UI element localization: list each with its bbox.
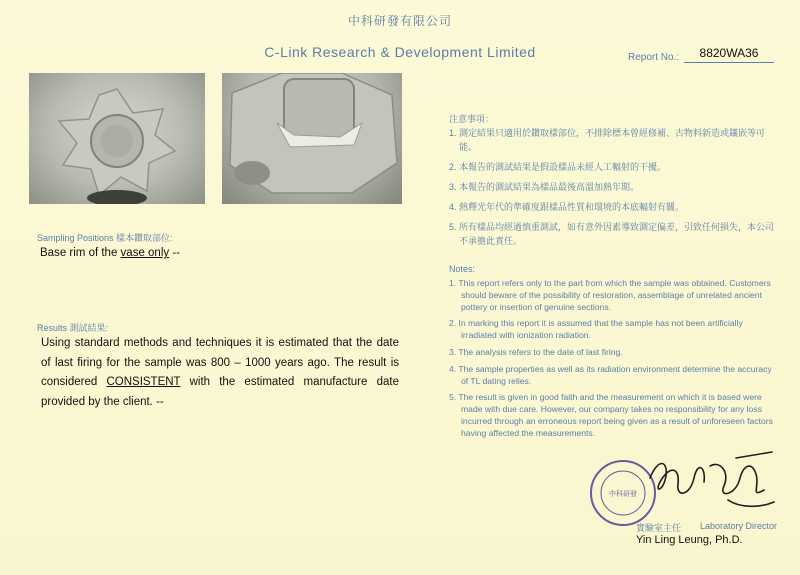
notes-zh-item: 4. 熱釋光年代的準確度跟樣品性質和環境的本底輻射有關。 <box>449 202 685 212</box>
report-number-label: Report No.: <box>628 52 680 63</box>
svg-text:中科研發: 中科研發 <box>609 490 637 498</box>
company-name-en: C-Link Research & Development Limited <box>264 44 536 60</box>
director-title-zh: 實驗室主任 <box>636 523 682 533</box>
notes-en-item: 1. This report refers only to the part from which the sample was obtained. Customers should beware of the possibility of restoration, assemblage of unrelated ancient pottery or insertion of genuine sections. <box>449 278 771 312</box>
notes-zh-list <box>449 126 779 254</box>
notes-zh-item: 5. 所有樣品均經過慎重測試，如有意外因素導致測定偏差，引致任何損失，本公司不承擔此責任。 <box>449 222 775 246</box>
notes-zh-title: 注意事項： <box>449 114 495 124</box>
company-name-zh: 中科研發有限公司 <box>347 14 452 28</box>
report-number: 8820WA36 <box>684 46 774 63</box>
notes-zh-item: 2. 本報告的測試結果是假設樣品未經人工輻射的干擾。 <box>449 162 667 172</box>
notes-en-item: 3. The analysis refers to the date of last firing. <box>449 346 623 357</box>
director-title-en: Laboratory Director <box>700 521 778 531</box>
notes-en-item: 4. The sample properties as well as its radiation environment determine the accuracy of TL dating relies. <box>449 363 772 386</box>
sample-photo-rim-closeup <box>222 73 402 204</box>
notes-en-item: 2. In marking this report it is assumed that the sample has not been artificially irradiated with ionization radiation. <box>449 318 743 341</box>
sampling-value: Base rim of the vase only -- <box>40 247 180 259</box>
notes-zh-item: 3. 本報告的測試結果為樣品最後高溫加熱年期。 <box>449 182 640 192</box>
sampling-value-underlined: vase only <box>120 247 170 259</box>
sample-photo-base-top <box>29 73 205 204</box>
notes-en-title: Notes: <box>449 264 476 274</box>
director-name: Yin Ling Leung, Ph.D. <box>636 534 743 546</box>
results-text: Using standard methods and techniques it is estimated that the date of last firing for the sample was 800 – 1000 years ago. The result is considered CONSISTENT with the estimated manufacture date provided by the client. -- <box>41 337 399 408</box>
notes-zh-item: 1. 測定結果只適用於鑽取樣部位，不排除標本曾經修補、古物料新造或鑲嵌等可能。 <box>449 128 766 152</box>
notes-en-list <box>449 278 774 445</box>
results-emphasis: CONSISTENT <box>106 376 181 389</box>
sampling-label: Sampling Positions 樣本鑽取部位: <box>37 233 173 243</box>
results-label: Results 測試結果: <box>37 323 109 333</box>
director-signature <box>640 438 780 518</box>
notes-en-item: 5. The result is given in good faith and the measurement on which it is based were made with due care. However, our company takes no responsibility for any loss incurred through an erroneous report being given as a result of unforeseen factors having affected the measurements. <box>449 392 773 438</box>
